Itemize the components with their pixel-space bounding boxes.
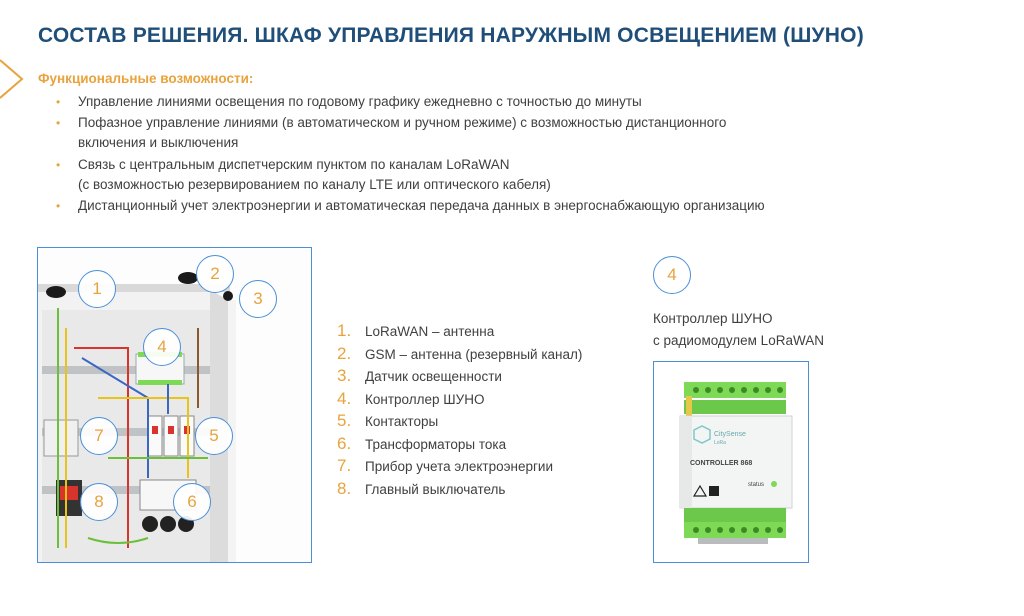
- bullet-icon: •: [56, 95, 61, 109]
- controller-photo: [653, 361, 809, 563]
- bullet-icon: •: [56, 158, 61, 172]
- features-heading: Функциональные возможности:: [38, 71, 254, 86]
- legend-list: [337, 320, 582, 500]
- legend-number: 2.: [337, 343, 352, 363]
- legend-item: [337, 320, 582, 343]
- legend-number: 7.: [337, 456, 352, 475]
- legend-label: GSM – антенна (резервный канал): [365, 346, 583, 362]
- legend-number: 3.: [337, 366, 352, 385]
- legend-number: 8.: [337, 478, 352, 498]
- controller-model: CONTROLLER 868: [690, 460, 753, 467]
- feature-line: включения и выключения: [78, 135, 239, 150]
- callout-1: 1: [78, 270, 116, 308]
- feature-line: Пофазное управление линиями (в автоматическом и ручном режиме) с возможностью дистанционного: [78, 115, 727, 130]
- page-title: СОСТАВ РЕШЕНИЯ. ШКАФ УПРАВЛЕНИЯ НАРУЖНЫМ ОСВЕЩЕНИЕМ (ШУНО): [38, 24, 864, 47]
- bullet-icon: •: [56, 199, 61, 213]
- legend-item: [337, 433, 582, 456]
- feature-item: [56, 92, 856, 112]
- callout-2: 2: [196, 255, 234, 293]
- legend-label: LoRaWAN – антенна: [365, 324, 495, 339]
- features-list: [56, 92, 856, 217]
- legend-label: Контакторы: [365, 414, 439, 429]
- feature-line: Связь с центральным диспетчерским пунктом по каналам LoRaWAN: [78, 157, 510, 172]
- feature-line: Дистанционный учет электроэнергии и автоматическая передача данных в энергоснабжающую организацию: [78, 198, 765, 213]
- legend-number: 6.: [337, 433, 352, 453]
- legend-label: Главный выключатель: [365, 481, 506, 497]
- legend-item: [337, 343, 582, 366]
- feature-item: [56, 113, 856, 153]
- legend-item: [337, 365, 582, 388]
- legend-label: Контроллер ШУНО: [365, 391, 485, 407]
- controller-caption-line: с радиомодулем LoRaWAN: [653, 333, 824, 348]
- bullet-icon: •: [56, 116, 61, 130]
- feature-item: [56, 196, 856, 216]
- feature-line: Управление линиями освещения по годовому графику ежедневно с точностью до минуты: [78, 94, 642, 109]
- controller-callout: 4: [653, 256, 691, 294]
- legend-item: [337, 455, 582, 478]
- feature-item: [56, 155, 856, 195]
- callout-7: 7: [80, 417, 118, 455]
- controller-caption: [653, 308, 824, 352]
- legend-number: 1.: [337, 321, 352, 340]
- controller-illustration: [654, 362, 809, 563]
- legend-number: 5.: [337, 411, 352, 430]
- callout-4: 4: [143, 328, 181, 366]
- cabinet-photo: [37, 247, 312, 563]
- callout-3: 3: [239, 280, 277, 318]
- callout-5: 5: [195, 417, 233, 455]
- legend-item: [337, 410, 582, 433]
- legend-label: Датчик освещенности: [365, 369, 502, 384]
- callout-6: 6: [173, 483, 211, 521]
- controller-brand: CitySense: [714, 431, 746, 438]
- controller-brand-sub: LoRa: [714, 440, 726, 446]
- manual-icon: [709, 486, 719, 496]
- controller-status-label: status: [748, 482, 765, 488]
- legend-item: [337, 478, 582, 501]
- feature-line: (с возможностью резервированием по каналу LTE или оптического кабеля): [78, 177, 551, 192]
- legend-item: [337, 388, 582, 411]
- chevron-icon: [0, 58, 26, 100]
- callout-8: 8: [80, 483, 118, 521]
- legend-label: Трансформаторы тока: [365, 436, 507, 452]
- legend-label: Прибор учета электроэнергии: [365, 459, 553, 474]
- controller-caption-line: Контроллер ШУНО: [653, 311, 773, 326]
- legend-number: 4.: [337, 388, 352, 408]
